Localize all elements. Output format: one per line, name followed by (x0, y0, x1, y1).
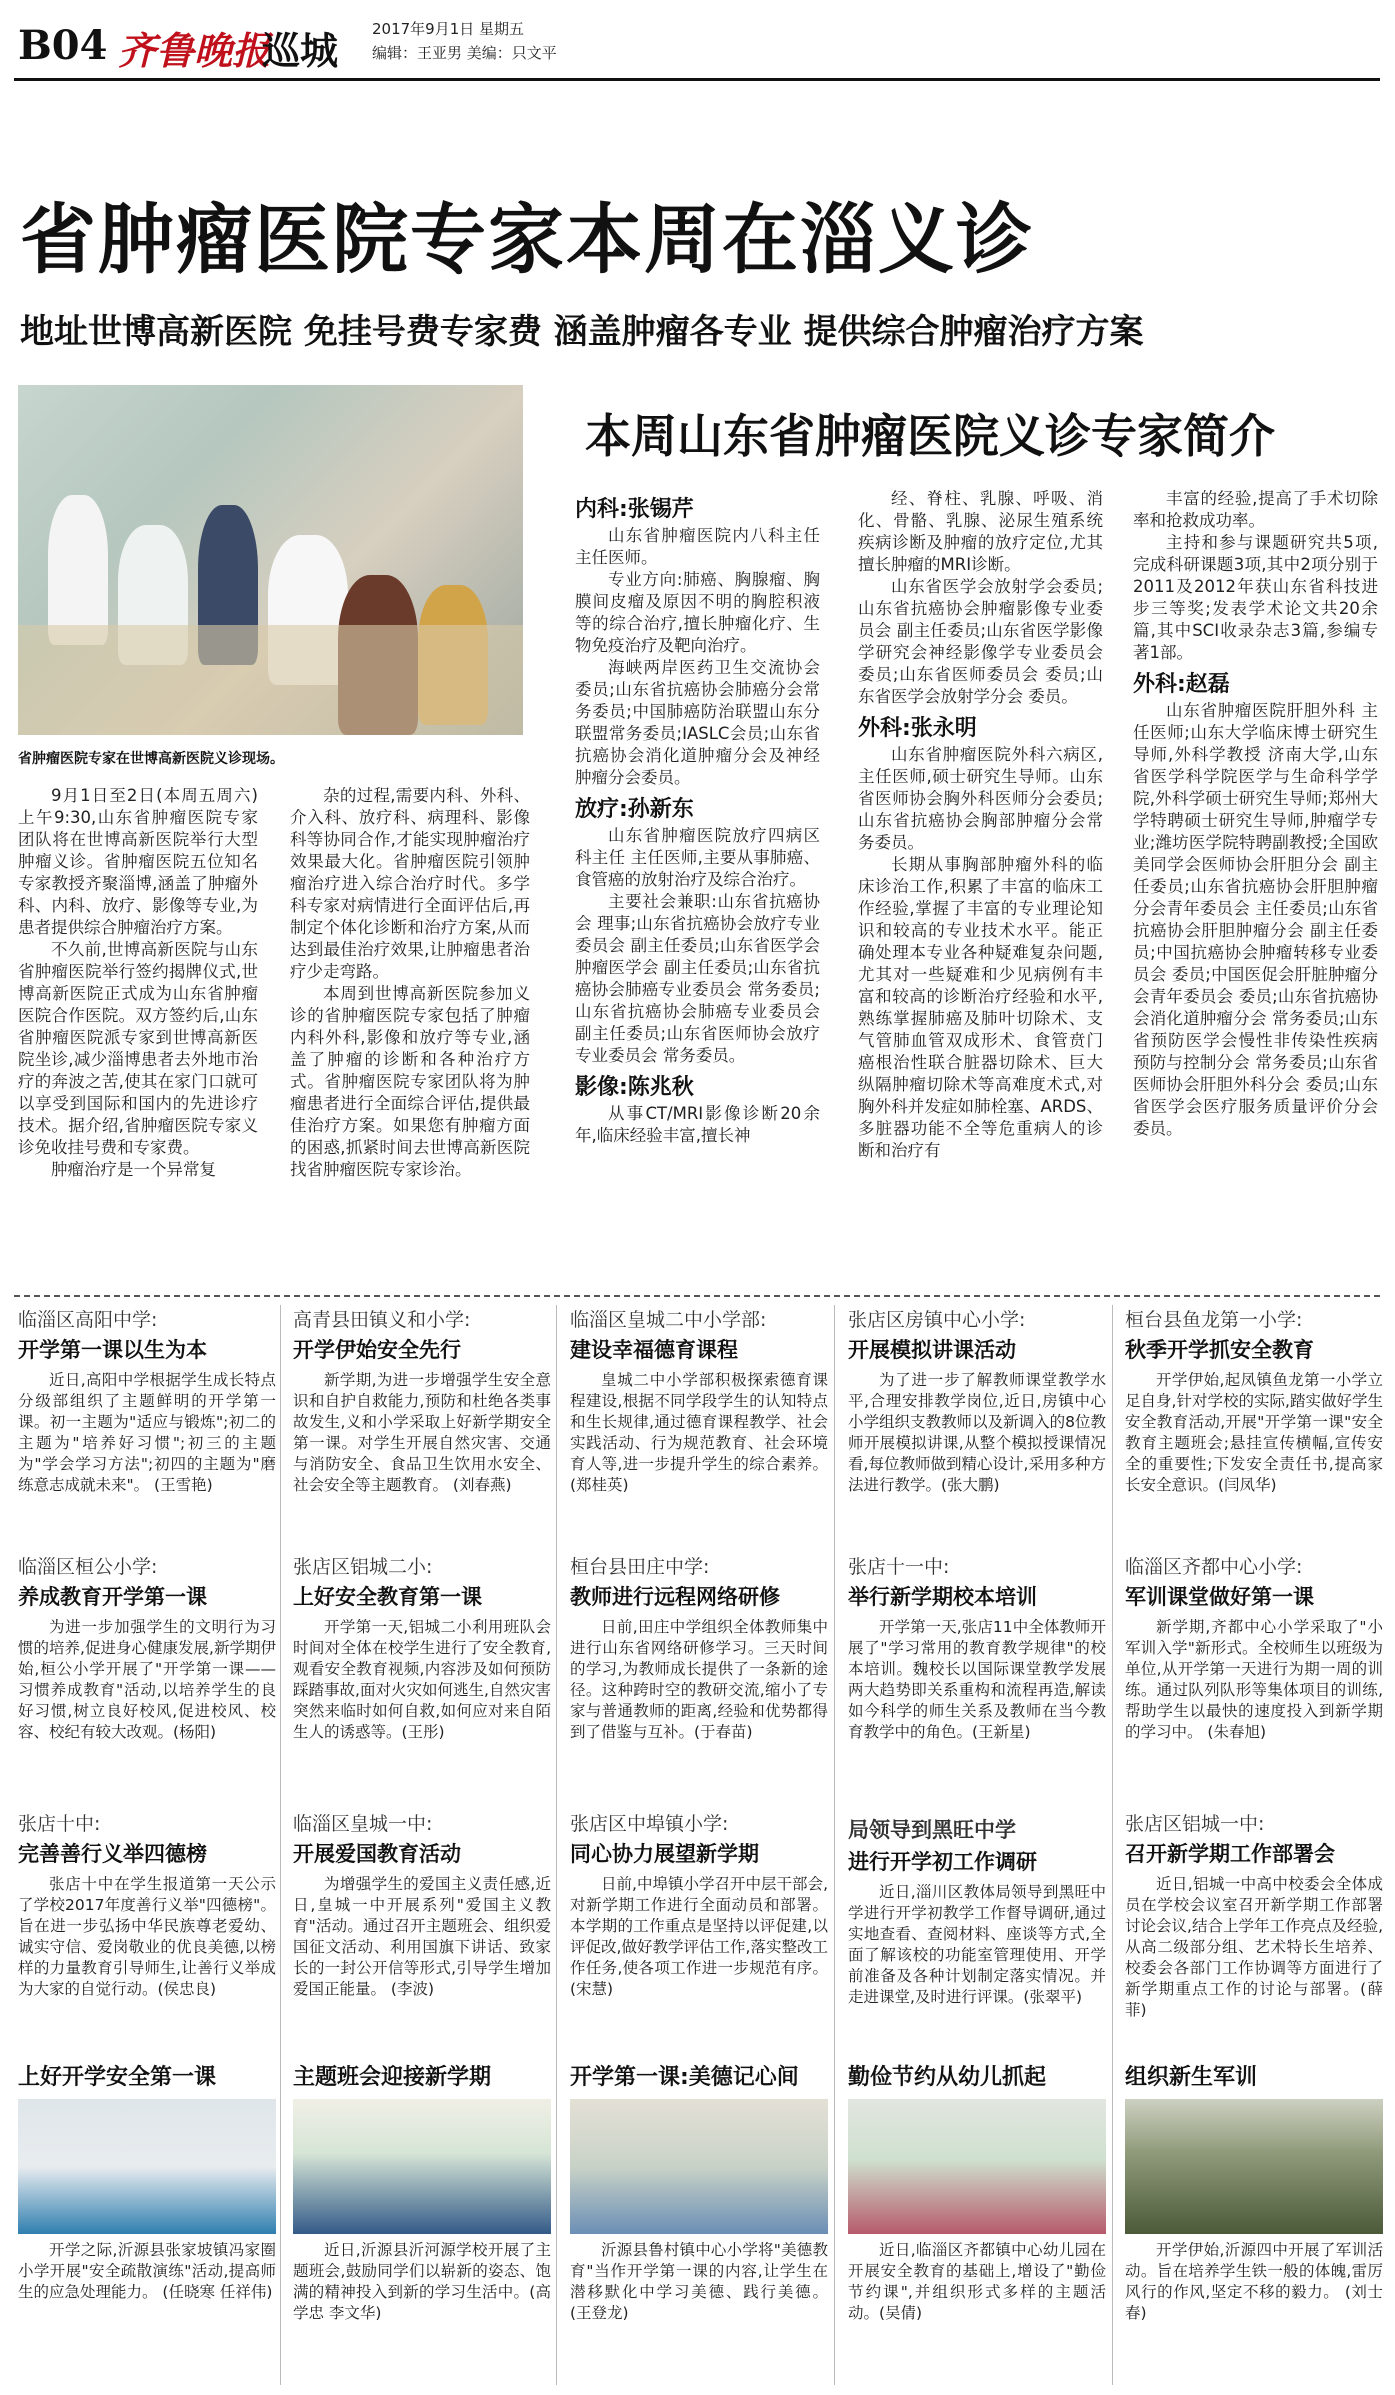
intro-col-1 (575, 495, 820, 1147)
news-title: 建设幸福德育课程 (570, 1338, 738, 1362)
news-title: 开学第一课:美德记心间 (570, 2065, 799, 2090)
news-item (848, 1308, 1106, 1496)
paragraph: 不久前,世博高新医院与山东省肿瘤医院举行签约揭牌仪式,世博高新医院正式成为山东省肿瘤医院合作医院。双方签约后,山东省肿瘤医院派专家到世博高新医院坐诊,减少淄博患者去外地市治疗的奔波之苦,使其在家门口就可以享受到国际和国内的先进诊疗技术。据介绍,省肿瘤医院专家义诊免收挂号费和专家费。 (18, 940, 258, 1157)
article-col-2 (290, 785, 530, 1181)
paragraph: 丰富的经验,提高了手术切除率和抢救成功率。 (1133, 489, 1378, 530)
news-school: 临淄区高阳中学: (18, 1309, 158, 1331)
paragraph: 山东省肿瘤医院外科六病区,主任医师,硕士研究生导师。山东省医师协会胸外科医师分会委员;山东省抗癌协会胸部肿瘤分会常务委员。 (858, 745, 1103, 852)
newspaper-logo: 齐鲁晚报 (118, 28, 271, 73)
column-rule (280, 1305, 281, 2385)
paragraph: 主要社会兼职:山东省抗癌协会 理事;山东省抗癌协会放疗专业委员会 副主任委员;山东省医学会肿瘤医学会 副主任委员;山东省抗癌协会肺癌专业委员会 常务委员;山东省抗癌协会肺癌专业委员会副主任委员;山东省医师协会放疗专业委员会 常务委员。 (575, 892, 820, 1065)
news-text: 为进一步加强学生的文明行为习惯的培养,促进身心健康发展,新学期伊始,桓公小学开展了"开学第一课——习惯养成教育"活动,以培养学生的良好习惯,树立良好校风,促进校风、校容、校纪有较大改观。(杨阳) (18, 1618, 276, 1741)
news-item (18, 1812, 276, 2000)
news-item (570, 2060, 828, 2324)
news-title: 秋季开学抓安全教育 (1125, 1338, 1314, 1362)
news-school: 张店区房镇中心小学: (848, 1309, 1026, 1331)
paragraph: 海峡两岸医药卫生交流协会委员;山东省抗癌协会肺癌分会常务委员;中国肺癌防治联盟山东分联盟常务委员;IASLC会员;山东省抗癌协会消化道肿瘤分会及神经肿瘤分会委员。 (575, 658, 820, 787)
paragraph: 本周到世博高新医院参加义诊的省肿瘤医院专家包括了肿瘤内科外科,影像和放疗等专业,涵盖了肿瘤的诊断和各种治疗方式。省肿瘤医院专家团队将为肿瘤患者进行全面综合评估,提供最佳治疗方案。如果您有肿瘤方面的困惑,抓紧时间去世博高新医院找省肿瘤医院专家诊治。 (290, 984, 530, 1179)
paragraph: 杂的过程,需要内科、外科、介入科、放疗科、病理科、影像科等协同合作,才能实现肿瘤治疗效果最大化。省肿瘤医院引领肿瘤治疗进入综合治疗时代。多学科专家对病情进行全面评估后,再制定个体化诊断和治疗方案,从而达到最佳治疗效果,让肿瘤患者治疗少走弯路。 (290, 786, 530, 981)
news-title: 开展模拟讲课活动 (848, 1338, 1016, 1362)
news-item (570, 1812, 828, 2000)
news-text: 开学伊始,沂源四中开展了军训活动。旨在培养学生铁一般的体魄,雷厉风行的作风,坚定不移的毅力。 (刘士春) (1125, 2241, 1383, 2322)
news-item (1125, 1812, 1383, 2021)
news-item (848, 2060, 1106, 2324)
news-text: 开学伊始,起凤镇鱼龙第一小学立足自身,针对学校的实际,踏实做好学生安全教育活动,开展"开学第一课"安全教育主题班会;悬挂宣传横幅,宣传安全的重要性;下发安全责任书,提高家长安全意识。(闫凤华) (1125, 1371, 1383, 1494)
news-photo (570, 2099, 828, 2234)
paragraph: 经、脊柱、乳腺、呼吸、消化、骨骼、乳腺、泌尿生殖系统疾病诊断及肿瘤的放疗定位,尤其擅长肿瘤的MRI诊断。 (858, 489, 1103, 574)
dept-heading: 放疗:孙新东 (575, 797, 694, 822)
intro-title: 本周山东省肿瘤医院义诊专家简介 (585, 409, 1275, 463)
news-title: 举行新学期校本培训 (848, 1585, 1037, 1609)
news-item (18, 1555, 276, 1743)
news-title: 勤俭节约从幼儿抓起 (848, 2065, 1047, 2090)
news-school: 张店十中: (18, 1813, 101, 1835)
paragraph: 专业方向:肺癌、胸腺瘤、胸膜间皮瘤及原因不明的胸腔积液等的综合治疗,擅长肿瘤化疗、生物免疫治疗及靶向治疗。 (575, 570, 820, 655)
news-school: 高青县田镇义和小学: (293, 1309, 471, 1331)
news-school: 临淄区齐都中心小学: (1125, 1556, 1303, 1578)
intro-col-3 (1133, 488, 1378, 1140)
intro-col-2 (858, 488, 1103, 1162)
expert-bio (1133, 700, 1378, 1140)
news-school: 桓台县鱼龙第一小学: (1125, 1309, 1303, 1331)
news-item (848, 1812, 1106, 2008)
paragraph: 从事CT/MRI影像诊断20余年,临床经验丰富,擅长神 (575, 1104, 820, 1145)
news-text: 开学第一天,张店11中全体教师开展了"学习常用的教育教学规律"的校本培训。魏校长以国际课堂教学发展两大趋势即关系重构和流程再造,解读如今科学的师生关系及教师在当今教育教学中的角色。(王新星) (848, 1618, 1106, 1741)
column-rule (834, 1305, 835, 2385)
expert-bio (575, 1103, 820, 1147)
news-item (18, 2060, 276, 2303)
news-title: 教师进行远程网络研修 (570, 1585, 780, 1609)
news-text: 日前,田庄中学组织全体教师集中进行山东省网络研修学习。三天时间的学习,为教师成长提供了一条新的途径。这种跨时空的教研交流,缩小了专家与普通教师的距离,经验和优势都得到了借鉴与互补。(于春苗) (570, 1618, 828, 1741)
news-title: 养成教育开学第一课 (18, 1585, 207, 1609)
news-text: 日前,中埠镇小学召开中层干部会,对新学期工作进行全面动员和部署。本学期的工作重点是坚持以评促建,以评促改,做好教学评估工作,落实整改工作任务,使各项工作进一步规范有序。 (宋慧) (570, 1875, 828, 1998)
news-text: 沂源县鲁村镇中心小学将"美德教育"当作开学第一课的内容,让学生在潜移默化中学习美德、践行美德。 (王登龙) (570, 2241, 828, 2322)
expert-bio (1133, 488, 1378, 664)
news-text: 皇城二中小学部积极探索德育课程建设,根据不同学段学生的认知特点和生长规律,通过德育课程教学、社会实践活动、行为规范教育、社会环境育人等,进一步提升学生的综合素养。 (郑桂英) (570, 1371, 828, 1494)
news-item (570, 1308, 828, 1496)
news-item (293, 1308, 551, 1496)
news-title: 开学第一课以生为本 (18, 1338, 207, 1362)
expert-bio (575, 825, 820, 1067)
news-photo (18, 2099, 276, 2234)
news-school: 张店区中埠镇小学: (570, 1813, 729, 1835)
news-school: 临淄区皇城二中小学部: (570, 1309, 767, 1331)
news-item (293, 1555, 551, 1743)
section-divider (14, 1295, 1380, 1297)
news-title: 开学伊始安全先行 (293, 1338, 461, 1362)
news-school: 临淄区桓公小学: (18, 1556, 158, 1578)
expert-bio (858, 744, 1103, 1162)
section-name: 巡城 (262, 29, 339, 73)
headline-title: 省肿瘤医院专家本周在淄义诊 (20, 195, 1034, 284)
news-title: 上好开学安全第一课 (18, 2065, 217, 2090)
news-school: 临淄区皇城一中: (293, 1813, 433, 1835)
article-col-1 (18, 785, 258, 1181)
dept-heading: 影像:陈兆秋 (575, 1075, 694, 1100)
news-item (293, 1812, 551, 2000)
news-text: 为了进一步了解教师课堂教学水平,合理安排教学岗位,近日,房镇中心小学组织支教教师以及新调入的8位教师开展模拟讲课,从整个模拟授课情况看,每位教师做到精心设计,采用多种方法进行教学。(张大鹏) (848, 1371, 1106, 1494)
news-text: 近日,高阳中学根据学生成长特点分级部组织了主题鲜明的开学第一课。初一主题为"适应与锻炼";初二的主题为"培养好习惯";初三的主题为"学会学习方法";初四的主题为"磨练意志成就未来"。 (王雪艳) (18, 1371, 276, 1494)
news-item (293, 2060, 551, 2324)
news-photo (848, 2099, 1106, 2234)
news-item (1125, 2060, 1383, 2324)
news-title: 同心协力展望新学期 (570, 1842, 759, 1866)
news-school: 桓台县田庄中学: (570, 1556, 710, 1578)
column-rule (1112, 1305, 1113, 2385)
news-photo (293, 2099, 551, 2234)
editor-credits: 编辑：王亚男 美编：只文平 (372, 44, 557, 62)
paragraph: 9月1日至2日(本周五周六)上午9:30,山东省肿瘤医院专家团队将在世博高新医院举行大型肿瘤义诊。省肿瘤医院五位知名专家教授齐聚淄博,涵盖了肿瘤外科、内科、放疗、影像等专业,为患者提供综合肿瘤治疗方案。 (18, 786, 258, 937)
clinic-photo (18, 385, 523, 735)
expert-bio (575, 525, 820, 789)
news-text: 开学之际,沂源县张家坡镇冯家圈小学开展"安全疏散演练"活动,提高师生的应急处理能力。 (任晓寒 任祥伟) (18, 2241, 276, 2301)
news-title: 进行开学初工作调研 (848, 1850, 1037, 1874)
paragraph: 山东省医学会放射学会委员;山东省抗癌协会肿瘤影像专业委员会 副主任委员;山东省医学影像学研究会神经影像学专业委员会 委员;山东省医师委员会 委员;山东省医学会放射学分会 委员。 (858, 577, 1103, 706)
news-item (848, 1555, 1106, 1743)
header-rule (14, 78, 1380, 81)
news-title: 上好安全教育第一课 (293, 1585, 482, 1609)
news-text: 近日,铝城一中高中校委会全体成员在学校会议室召开新学期工作部署讨论会议,结合上学年工作亮点及经验,从高二级部分组、艺术特长生培养、校委会各部门工作协调等方面进行了新学期重点工作的讨论与部署。(薛菲) (1125, 1875, 1383, 2019)
issue-date: 2017年9月1日 星期五 (372, 20, 525, 38)
paragraph: 肿瘤治疗是一个异常复 (51, 1160, 216, 1179)
news-text: 近日,沂源县沂河源学校开展了主题班会,鼓励同学们以崭新的姿态、饱满的精神投入到新的学习生活中。(高学忠 李文华) (293, 2241, 551, 2322)
news-item (570, 1555, 828, 1743)
paragraph: 山东省肿瘤医院肝胆外科 主任医师;山东大学临床博士研究生导师,外科学教授 济南大学,山东省医学科学院医学与生命科学学院,外科学硕士研究生导师;郑州大学特聘硕士研究生导师,肿瘤学专业;潍坊医学院特聘副教授;全国欧美同学会医师协会肝胆分会 副主任委员;山东省抗癌协会肝胆肿瘤分会青年委员会 主任委员;山东省抗癌协会肝胆肿瘤分会 副主任委员;中国抗癌协会肿瘤转移专业委员会 委员;中国医促会肝脏肿瘤分会青年委员会 委员;山东省抗癌协会消化道肿瘤分会 常务委员;山东省预防医学会慢性非传染性疾病预防与控制分会 常务委员;山东省医师协会肝胆外科分会 委员;山东省医学会医疗服务质量评价分会 委员。 (1133, 701, 1378, 1138)
news-title: 召开新学期工作部署会 (1125, 1842, 1335, 1866)
paragraph: 长期从事胸部肿瘤外科的临床诊治工作,积累了丰富的临床工作经验,掌握了丰富的专业理论知识和较高的专业技术水平。能正确处理本专业各种疑难复杂问题,尤其对一些疑难和少见病例有丰富和较高的诊断治疗经验和水平,熟练掌握肺癌及肺叶切除术、支气管肺血管双成形术、食管贲门癌根治性联合脏器切除术、巨大纵隔肿瘤切除术等高难度术式,对胸外科并发症如肺栓塞、ARDS、多脏器功能不全等危重病人的诊断和治疗有 (858, 855, 1103, 1160)
news-title: 主题班会迎接新学期 (293, 2065, 492, 2090)
news-title: 局领导到黑旺中学 (848, 1818, 1016, 1842)
paragraph: 山东省肿瘤医院内八科主任 主任医师。 (575, 526, 820, 567)
news-title: 完善善行义举四德榜 (18, 1842, 207, 1866)
news-title: 军训课堂做好第一课 (1125, 1585, 1314, 1609)
news-text: 张店十中在学生报道第一天公示了学校2017年度善行义举"四德榜"。旨在进一步弘扬中华民族尊老爱幼、诚实守信、爱岗敬业的优良美德,以榜样的力量教育引导师生,让善行义举成为大家的自觉行动。(侯忠良) (18, 1875, 276, 1998)
news-item (18, 1308, 276, 1496)
expert-bio (858, 488, 1103, 708)
photo-caption: 省肿瘤医院专家在世博高新医院义诊现场。 (18, 751, 284, 767)
page-number: B04 (18, 22, 108, 69)
dept-heading: 外科:赵磊 (1133, 672, 1230, 697)
news-text: 新学期,为进一步增强学生安全意识和自护自救能力,预防和杜绝各类事故发生,义和小学采取上好新学期安全第一课。对学生开展自然灾害、交通与消防安全、食品卫生饮用水安全、社会安全等主题教育。 (刘春燕) (293, 1371, 551, 1494)
news-title: 开展爱国教育活动 (293, 1842, 461, 1866)
column-rule (556, 1305, 557, 2385)
news-item (1125, 1555, 1383, 1743)
dept-heading: 外科:张永明 (858, 716, 977, 741)
news-text: 近日,临淄区齐都镇中心幼儿园在开展安全教育的基础上,增设了"勤俭节约课",并组织形式多样的主题活动。(吴倩) (848, 2241, 1106, 2322)
news-text: 近日,淄川区教体局领导到黑旺中学进行开学初教学工作督导调研,通过实地查看、查阅材料、座谈等方式,全面了解该校的功能室管理使用、开学前准备及各种计划制定落实情况。并走进课堂,及时进行评课。(张翠平) (848, 1883, 1106, 2006)
news-text: 开学第一天,铝城二小利用班队会时间对全体在校学生进行了安全教育,观看安全教育视频,内容涉及如何预防踩踏事故,面对火灾如何逃生,自然灾害突然来临时如何自救,如何应对来自陌生人的诱惑等。(王彤) (293, 1618, 551, 1741)
dept-heading: 内科:张锡芹 (575, 497, 694, 522)
headline-subtitle: 地址世博高新医院 免挂号费专家费 涵盖肿瘤各专业 提供综合肿瘤治疗方案 (20, 312, 1144, 352)
news-photo (1125, 2099, 1383, 2234)
news-school: 张店区铝城二小: (293, 1556, 433, 1578)
news-school: 张店十一中: (848, 1556, 950, 1578)
news-text: 新学期,齐都中心小学采取了"小军训入学"新形式。全校师生以班级为单位,从开学第一天进行为期一周的训练。通过队列队形等集体项目的训练,帮助学生以最快的速度投入到新学期的学习中。 (朱春旭) (1125, 1618, 1383, 1741)
paragraph: 主持和参与课题研究共5项,完成科研课题3项,其中2项分别于2011及2012年获山东省科技进步三等奖;发表学术论文共20余篇,其中SCI收录杂志3篇,参编专著1部。 (1133, 533, 1378, 662)
news-text: 为增强学生的爱国主义责任感,近日,皇城一中开展系列"爱国主义教育"活动。通过召开主题班会、组织爱国征文活动、利用国旗下讲话、致家长的一封公开信等形式,引导学生增加爱国正能量。 (李波) (293, 1875, 551, 1998)
paragraph: 山东省肿瘤医院放疗四病区 科主任 主任医师,主要从事肺癌、食管癌的放射治疗及综合治疗。 (575, 826, 820, 889)
news-title: 组织新生军训 (1125, 2065, 1258, 2090)
news-item (1125, 1308, 1383, 1496)
news-school: 张店区铝城一中: (1125, 1813, 1265, 1835)
